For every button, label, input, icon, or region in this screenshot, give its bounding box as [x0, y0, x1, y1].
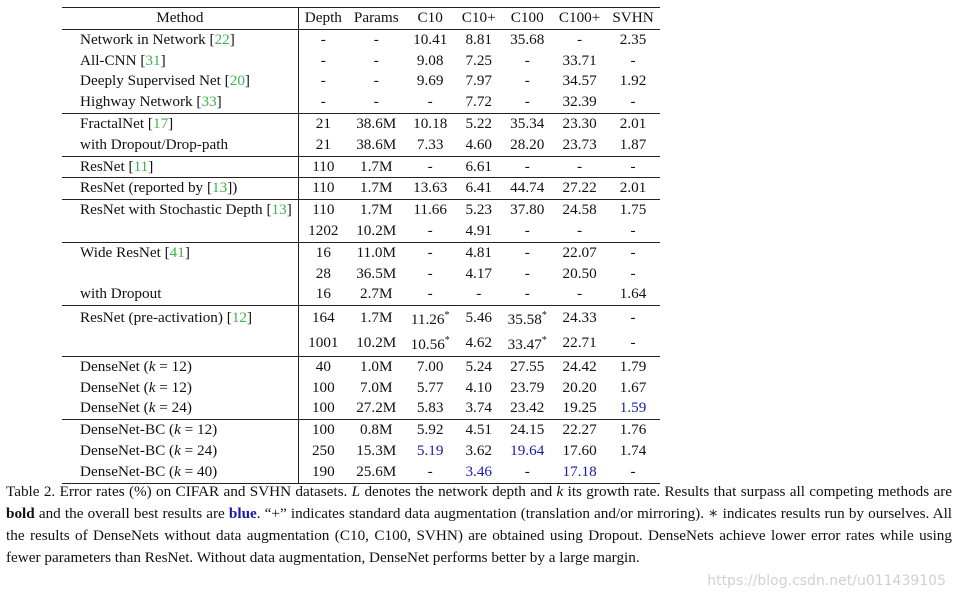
caption-part: . “+” indicates standard data augmentation (translation and/or mirroring).	[256, 505, 705, 522]
value-cell: 1.0M	[360, 357, 393, 375]
method-cell: DenseNet-BC (k = 24)	[62, 441, 298, 462]
method-cell: DenseNet-BC (k = 40)	[62, 462, 298, 483]
table-row	[62, 178, 660, 200]
value-cell: 32.39	[562, 93, 597, 111]
value-cell: 33.47*	[507, 335, 547, 354]
value-cell: 23.42	[510, 399, 545, 417]
value-cell: 21	[315, 135, 331, 153]
table-group	[62, 178, 660, 200]
table-row	[62, 420, 660, 441]
value-cell: 35.58*	[507, 310, 547, 329]
table-row	[62, 113, 660, 134]
value-cell: -	[524, 221, 530, 239]
caption-part: and the overall best results are	[38, 505, 225, 522]
caption-star: ∗	[708, 505, 719, 522]
table-row	[62, 356, 660, 377]
value-cell: -	[524, 93, 530, 111]
value-cell: 24.58	[562, 201, 597, 219]
value-cell: 17.18	[562, 462, 597, 480]
value-cell: 5.23	[465, 201, 493, 219]
value-cell: -	[320, 72, 326, 90]
value-cell: -	[373, 51, 379, 69]
value-cell: 9.08	[416, 51, 444, 69]
table-group	[62, 156, 660, 178]
header-row	[62, 8, 660, 30]
value-cell: 23.30	[562, 114, 597, 132]
value-cell: 15.3M	[356, 442, 397, 460]
table-row	[62, 200, 660, 221]
table-group	[62, 113, 660, 156]
caption-part: its growth rate. Results that surpass all competing methods are	[567, 483, 953, 500]
value-cell: -	[577, 157, 583, 175]
method-cell: DenseNet (k = 12)	[62, 378, 298, 399]
value-cell: 36.5M	[356, 264, 397, 282]
value-cell: 2.7M	[360, 285, 393, 303]
value-cell: 11.66	[413, 201, 447, 219]
value-cell: 10.41	[413, 30, 448, 48]
value-cell: -	[630, 309, 636, 327]
caption-var-k: k	[556, 483, 564, 500]
value-cell: 28	[315, 264, 331, 282]
value-cell: 1.74	[619, 442, 647, 460]
value-cell: -	[320, 51, 326, 69]
method-cell: FractalNet [17]	[62, 113, 298, 134]
value-cell: 7.97	[465, 72, 493, 90]
value-cell: 7.0M	[360, 378, 393, 396]
value-cell: -	[427, 157, 433, 175]
value-cell: 4.62	[465, 334, 493, 352]
value-cell: 10.18	[413, 114, 448, 132]
watermark: https://blog.csdn.net/u011439105	[707, 573, 946, 589]
value-cell: -	[373, 72, 379, 90]
caption-bold-word: bold	[6, 505, 35, 522]
method-cell: All-CNN [31]	[62, 51, 298, 72]
value-cell: 2.01	[619, 179, 647, 197]
value-cell: -	[630, 243, 636, 261]
method-cell: Wide ResNet [41]	[62, 242, 298, 263]
value-cell: 35.34	[510, 114, 545, 132]
value-cell: 13.63	[413, 179, 448, 197]
value-cell: -	[630, 462, 636, 480]
column-header: Depth	[304, 9, 342, 26]
table-row	[62, 306, 660, 331]
value-cell: 1.59	[619, 399, 647, 417]
caption-text	[6, 481, 952, 569]
value-cell: 6.61	[465, 157, 493, 175]
value-cell: 22.27	[562, 421, 597, 439]
value-cell: 10.2M	[356, 221, 397, 239]
caption-part: Table 2. Error rates (%) on CIFAR and SVHN datasets.	[6, 483, 348, 500]
value-cell: 110	[312, 157, 335, 175]
citation-link[interactable]: 13	[212, 179, 228, 197]
value-cell: 1.7M	[360, 201, 393, 219]
value-cell: 20.20	[562, 378, 597, 396]
value-cell: -	[427, 221, 433, 239]
value-cell: -	[630, 264, 636, 282]
value-cell: 10.2M	[356, 334, 397, 352]
value-cell: -	[427, 285, 433, 303]
table-row	[62, 264, 660, 285]
table-row	[62, 331, 660, 356]
value-cell: 1.7M	[360, 157, 393, 175]
value-cell: -	[524, 462, 530, 480]
value-cell: 1.67	[619, 378, 647, 396]
method-cell: DenseNet (k = 12)	[62, 356, 298, 377]
value-cell: 5.19	[416, 442, 444, 460]
table-row	[62, 441, 660, 462]
column-header: C100	[510, 9, 544, 26]
value-cell: 7.00	[416, 357, 444, 375]
value-cell: 1.75	[619, 201, 647, 219]
value-cell: -	[630, 157, 636, 175]
value-cell: -	[630, 221, 636, 239]
value-cell: -	[524, 264, 530, 282]
value-cell: 1001	[308, 334, 339, 352]
value-cell: 4.81	[465, 243, 493, 261]
table-row	[62, 242, 660, 263]
value-cell: 100	[311, 399, 335, 417]
value-cell: 11.26*	[410, 310, 450, 329]
caption-blue-word: blue	[228, 505, 257, 522]
value-cell: 1.87	[619, 135, 647, 153]
value-cell: 2.35	[619, 30, 647, 48]
value-cell: 110	[312, 179, 335, 197]
table-group	[62, 420, 660, 483]
value-cell: 5.77	[416, 378, 444, 396]
value-cell: 8.81	[465, 30, 493, 48]
value-cell: -	[476, 285, 482, 303]
table-row	[62, 29, 660, 50]
value-cell: 1.7M	[360, 309, 393, 327]
method-cell: DenseNet-BC (k = 12)	[62, 420, 298, 441]
table-header	[62, 8, 660, 30]
method-cell: Highway Network [33]	[62, 92, 298, 113]
value-cell: 1.64	[619, 285, 647, 303]
table-row	[62, 398, 660, 419]
value-cell: 22.07	[562, 243, 597, 261]
value-cell: 40	[315, 357, 331, 375]
value-cell: -	[373, 30, 379, 48]
value-cell: -	[427, 462, 433, 480]
value-cell: -	[320, 30, 326, 48]
method-cell: ResNet (pre-activation) [12]	[62, 306, 298, 331]
method-cell: Network in Network [22]	[62, 29, 298, 50]
table-row	[62, 378, 660, 399]
caption-part: indicates results run by ourselves. All the results of DenseNets without data augmentation (C10, C100, SVHN) are obtained using Dropout. DenseNets achieve lower error rates while using fewer parameters than ResNet. Without data augmentation, DenseNet performs better by a large margin.	[6, 505, 953, 566]
table-row	[62, 92, 660, 113]
value-cell: 1.79	[619, 357, 647, 375]
value-cell: 5.22	[465, 114, 493, 132]
table-row	[62, 135, 660, 156]
value-cell: 21	[315, 114, 331, 132]
value-cell: 3.74	[465, 399, 493, 417]
method-cell	[62, 264, 298, 285]
value-cell: 4.10	[465, 378, 493, 396]
method-cell: ResNet with Stochastic Depth [13]	[62, 200, 298, 221]
value-cell: 190	[311, 462, 335, 480]
caption-part: denotes the network depth and	[364, 483, 553, 500]
citation-link[interactable]: 17	[152, 114, 169, 132]
value-cell: 16	[315, 243, 331, 261]
value-cell: 4.17	[465, 264, 493, 282]
value-cell: 34.57	[562, 72, 597, 90]
value-cell: 3.46	[465, 462, 493, 480]
method-cell: Deeply Supervised Net [20]	[62, 71, 298, 92]
value-cell: 33.71	[562, 51, 597, 69]
table-row	[62, 51, 660, 72]
value-cell: 4.91	[465, 221, 493, 239]
citation-link[interactable]: 13	[271, 201, 287, 219]
value-cell: -	[427, 243, 433, 261]
table-caption	[6, 481, 952, 569]
value-cell: 38.6M	[356, 114, 397, 132]
value-cell: 24.42	[562, 357, 597, 375]
value-cell: 1.76	[619, 421, 647, 439]
value-cell: 164	[311, 309, 335, 327]
method-cell: ResNet [11]	[62, 156, 298, 178]
citation-link[interactable]: 41	[169, 243, 185, 261]
value-cell: -	[524, 72, 530, 90]
value-cell: -	[577, 30, 583, 48]
value-cell: 38.6M	[356, 135, 397, 153]
value-cell: 2.01	[619, 114, 647, 132]
caption-var-l: L	[351, 483, 361, 500]
value-cell: 37.80	[510, 201, 545, 219]
value-cell: 44.74	[510, 179, 545, 197]
value-cell: 22.71	[562, 334, 597, 352]
table-row	[62, 284, 660, 305]
value-cell: 27.2M	[356, 399, 397, 417]
method-cell: with Dropout	[62, 284, 298, 305]
value-cell: 17.60	[562, 442, 597, 460]
value-cell: 9.69	[416, 72, 444, 90]
value-cell: 6.41	[465, 179, 493, 197]
value-cell: 1202	[308, 221, 339, 239]
value-cell: 7.33	[416, 135, 444, 153]
value-cell: 19.25	[562, 399, 597, 417]
value-cell: 10.56*	[410, 335, 450, 354]
value-cell: 25.6M	[356, 462, 397, 480]
value-cell: 100	[311, 378, 335, 396]
column-header: C10+	[461, 9, 496, 26]
method-cell: ResNet (reported by [13])	[62, 178, 298, 200]
value-cell: 250	[311, 442, 335, 460]
value-cell: -	[524, 243, 530, 261]
value-cell: 16	[315, 285, 331, 303]
value-cell: 23.73	[562, 135, 597, 153]
value-cell: 5.83	[416, 399, 444, 417]
table-group	[62, 356, 660, 419]
column-header: C10	[417, 9, 443, 26]
value-cell: 24.15	[510, 421, 545, 439]
value-cell: -	[427, 93, 433, 111]
value-cell: -	[577, 285, 583, 303]
value-cell: 11.0M	[356, 243, 397, 261]
results-table	[62, 7, 660, 484]
column-header: C100+	[558, 9, 601, 26]
column-header: Method	[62, 8, 298, 30]
value-cell: -	[320, 93, 326, 111]
table-group	[62, 242, 660, 305]
citation-link[interactable]: 12	[231, 309, 248, 327]
value-cell: 1.92	[619, 72, 647, 90]
value-cell: 100	[311, 421, 335, 439]
citation-link[interactable]: 33	[201, 93, 217, 111]
citation-link[interactable]: 31	[145, 51, 161, 69]
value-cell: 27.55	[510, 357, 545, 375]
table-row	[62, 71, 660, 92]
value-cell: 19.64	[510, 442, 545, 460]
value-cell: -	[524, 51, 530, 69]
method-cell	[62, 221, 298, 242]
value-cell: 4.51	[465, 421, 493, 439]
citation-link[interactable]: 11	[133, 157, 149, 175]
value-cell: 7.72	[465, 93, 493, 111]
value-cell: -	[373, 93, 379, 111]
value-cell: 35.68	[510, 30, 545, 48]
value-cell: 20.50	[562, 264, 597, 282]
value-cell: -	[427, 264, 433, 282]
value-cell: 24.33	[562, 309, 597, 327]
value-cell: 4.60	[465, 135, 493, 153]
value-cell: 28.20	[510, 135, 545, 153]
method-cell: with Dropout/Drop-path	[62, 135, 298, 156]
value-cell: 1.7M	[360, 179, 393, 197]
table-row	[62, 221, 660, 242]
column-header: SVHN	[612, 9, 654, 26]
value-cell: -	[524, 285, 530, 303]
value-cell: 23.79	[510, 378, 545, 396]
value-cell: 5.46	[465, 309, 493, 327]
method-cell: DenseNet (k = 24)	[62, 398, 298, 419]
table-row	[62, 462, 660, 483]
table-group	[62, 29, 660, 113]
value-cell: 3.62	[465, 442, 493, 460]
table-row	[62, 156, 660, 178]
value-cell: 27.22	[562, 179, 597, 197]
method-cell	[62, 331, 298, 356]
value-cell: -	[630, 93, 636, 111]
value-cell: 5.24	[465, 357, 493, 375]
column-header: Params	[353, 9, 399, 26]
value-cell: 0.8M	[360, 421, 393, 439]
table-group	[62, 306, 660, 357]
citation-link[interactable]: 20	[229, 72, 245, 90]
value-cell: 7.25	[465, 51, 493, 69]
value-cell: -	[630, 334, 636, 352]
value-cell: 110	[312, 201, 335, 219]
value-cell: 5.92	[416, 421, 444, 439]
citation-link[interactable]: 22	[214, 30, 230, 48]
table-group	[62, 200, 660, 243]
value-cell: -	[577, 221, 583, 239]
value-cell: -	[524, 157, 530, 175]
value-cell: -	[630, 51, 636, 69]
